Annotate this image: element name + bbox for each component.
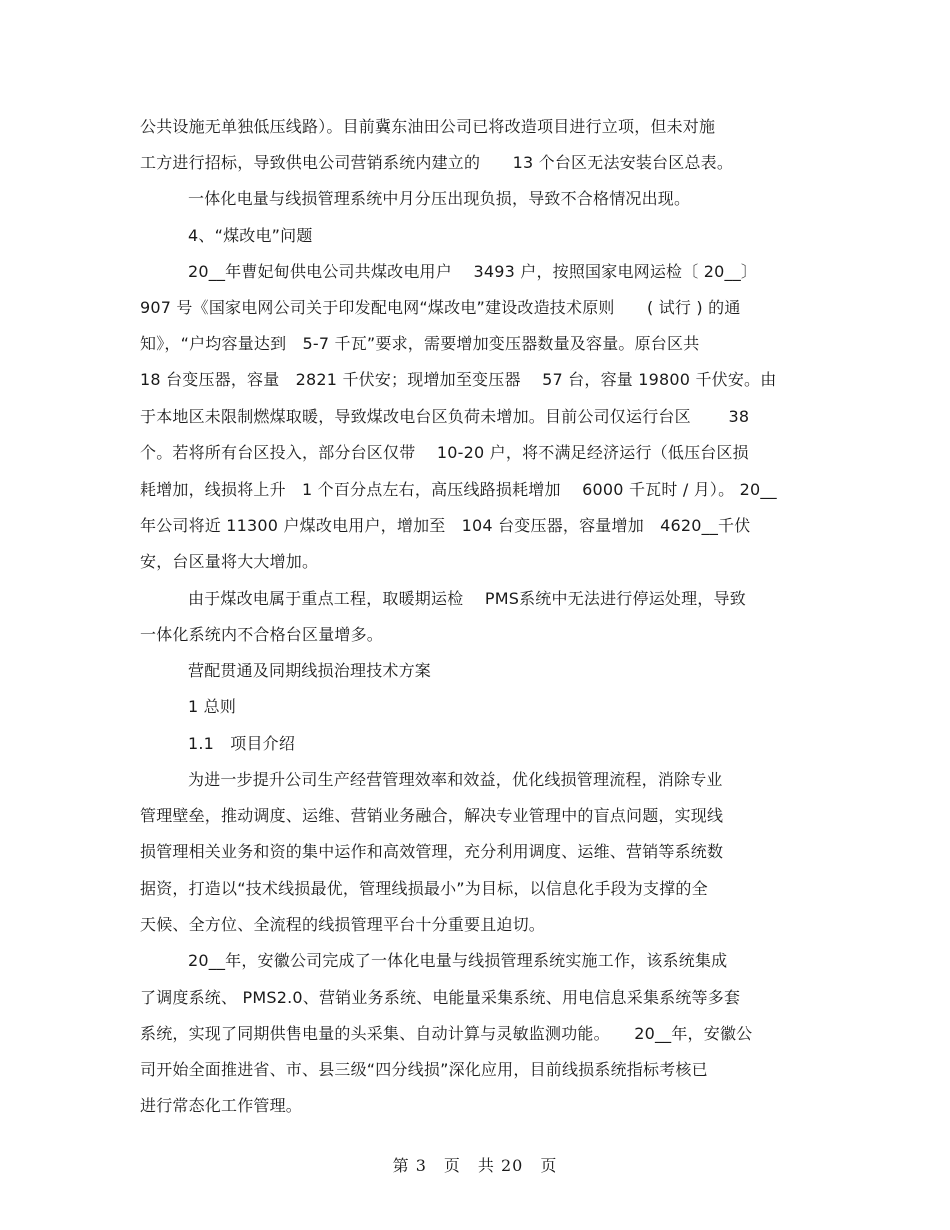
page-number-footer: 第 3 页 共 20 页 bbox=[392, 1156, 558, 1175]
paragraph-line: 为进一步提升公司生产经营管理效率和效益，优化线损管理流程，消除专业 bbox=[188, 770, 723, 789]
text-line: 据资，打造以“技术线损最优，管理线损最小”为目标，以信息化手段为支撑的全 bbox=[140, 879, 708, 898]
text-line: 安，台区量将大大增加。 bbox=[140, 552, 319, 571]
paragraph-line: 由于煤改电属于重点工程，取暖期运检 PMS系统中无法进行停运处理，导致 bbox=[188, 589, 746, 608]
text-line: 工方进行招标，导致供电公司营销系统内建立的 13 个台区无法安装台区总表。 bbox=[140, 153, 734, 172]
text-line: 于本地区未限制燃煤取暖，导致煤改电台区负荷未增加。目前公司仅运行台区 38 bbox=[140, 407, 750, 426]
text-line: 907 号《国家电网公司关于印发配电网“煤改电”建设改造技术原则 ( 试行 ) 的通 bbox=[140, 298, 741, 317]
text-line: 系统，实现了同期供售电量的头采集、自动计算与灵敏监测功能。 20__年，安徽公 bbox=[140, 1024, 753, 1043]
text-line: 18 台变压器，容量 2821 千伏安；现增加至变压器 57 台，容量 19800 千伏安。由 bbox=[140, 370, 777, 389]
text-line: 知》，“户均容量达到 5-7 千瓦”要求，需要增加变压器数量及容量。原台区共 bbox=[140, 334, 700, 353]
paragraph-line: 20__年曹妃甸供电公司共煤改电用户 3493 户，按照国家电网运检〔 20__〕 bbox=[188, 262, 758, 281]
section-heading: 4、“煤改电”问题 bbox=[188, 226, 313, 245]
text-line: 进行常态化工作管理。 bbox=[140, 1096, 303, 1115]
text-line: 司开始全面推进省、市、县三级“四分线损”深化应用，目前线损系统指标考核已 bbox=[140, 1060, 708, 1079]
section-heading: 营配贯通及同期线损治理技术方案 bbox=[188, 661, 432, 680]
text-line: 天候、全方位、全流程的线损管理平台十分重要且迫切。 bbox=[140, 915, 546, 934]
text-line: 一体化系统内不合格台区量增多。 bbox=[140, 625, 384, 644]
paragraph-line: 20__年，安徽公司完成了一体化电量与线损管理系统实施工作，该系统集成 bbox=[188, 951, 728, 970]
text-line: 了调度系统、 PMS2.0、营销业务系统、电能量采集系统、用电信息采集系统等多套 bbox=[140, 988, 741, 1007]
text-line: 个。若将所有台区投入，部分台区仅带 10-20 户，将不满足经济运行（低压台区损 bbox=[140, 443, 749, 462]
text-line: 年公司将近 11300 户煤改电用户，增加至 104 台变压器，容量增加 4620__千伏 bbox=[140, 516, 751, 535]
text-line: 公共设施无单独低压线路）。目前冀东油田公司已将改造项目进行立项，但未对施 bbox=[140, 117, 716, 136]
text-line: 损管理相关业务和资的集中运作和高效管理，充分利用调度、运维、营销等系统数 bbox=[140, 842, 724, 861]
section-heading: 1 总则 bbox=[188, 697, 237, 716]
paragraph-line: 一体化电量与线损管理系统中月分压出现负损，导致不合格情况出现。 bbox=[188, 189, 691, 208]
text-line: 耗增加，线损将上升 1 个百分点左右，高压线路损耗增加 6000 千瓦时 / 月）。 20__ bbox=[140, 480, 777, 499]
text-line: 管理壁垒，推动调度、运维、营销业务融合，解决专业管理中的盲点问题，实现线 bbox=[140, 806, 724, 825]
section-heading: 1.1 项目介绍 bbox=[188, 734, 296, 753]
